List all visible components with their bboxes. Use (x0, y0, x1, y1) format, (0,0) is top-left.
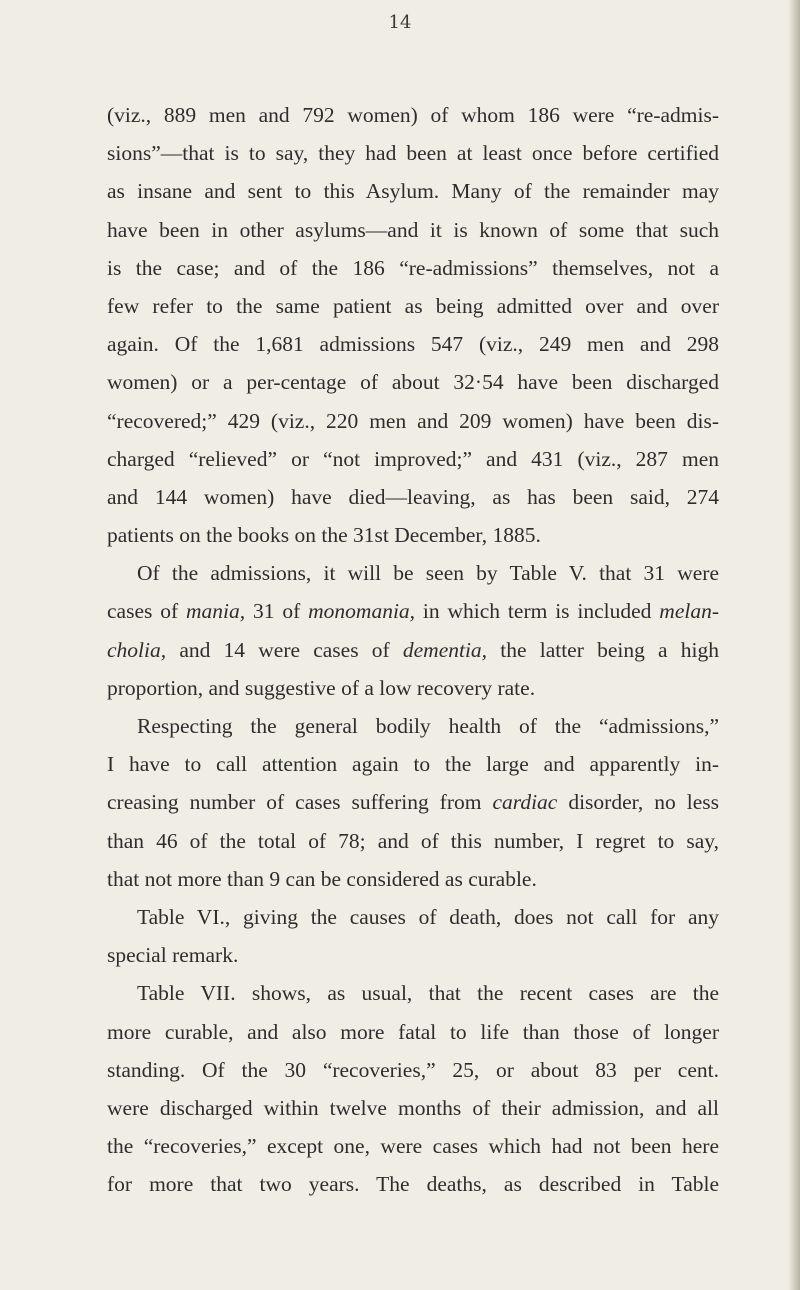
page-number: 14 (388, 12, 412, 33)
text-run: that not more than 9 can be considered as curable. (107, 866, 537, 891)
text-run: Table VI., giving the causes of death, does not call for any (137, 904, 719, 929)
text-run: in which term is included (415, 599, 660, 624)
text-run: Respecting the general bodily health of the “admissions,” (137, 714, 719, 738)
text-line (107, 249, 719, 287)
text-run: again. Of the 1,681 admissions 547 (viz., 249 men and 298 (107, 332, 719, 357)
text-line (107, 325, 719, 363)
italic-term: dementia, (402, 637, 488, 662)
text-line (107, 172, 719, 210)
text-run: for more that two years. The deaths, as described in Table (107, 1172, 719, 1197)
body-text (107, 96, 719, 1203)
text-line (107, 707, 719, 745)
text-run: disorder, no less (557, 790, 720, 815)
text-line (107, 1127, 719, 1165)
text-run: have been in other asylums—and it is known of some that such (107, 217, 719, 242)
text-line (107, 822, 719, 860)
text-run: cases of (107, 599, 187, 624)
text-line (107, 134, 719, 172)
text-line (107, 211, 719, 249)
italic-term: mania, (186, 599, 246, 624)
text-run: charged “relieved” or “not improved;” and 431 (viz., 287 men (107, 446, 719, 471)
text-line (107, 402, 719, 440)
text-line (107, 631, 719, 669)
text-run: the latter being a high (487, 637, 719, 662)
text-line (107, 936, 719, 974)
text-run: were discharged within twelve months of their admission, and all (107, 1095, 719, 1120)
text-run: and 14 were cases of (166, 637, 403, 662)
text-run: the “recoveries,” except one, were cases which had not been here (107, 1134, 719, 1159)
text-run: as insane and sent to this Asylum. Many of the remainder may (107, 179, 719, 204)
text-run: and 144 women) have died—leaving, as has been said, 274 (107, 484, 719, 509)
text-line (107, 287, 719, 325)
text-run: standing. Of the 30 “recoveries,” 25, or about 83 per cent. (107, 1057, 719, 1082)
text-line (107, 96, 719, 134)
text-run: “recovered;” 429 (viz., 220 men and 209 women) have been dis- (107, 408, 719, 433)
text-line (107, 478, 719, 516)
text-run: special remark. (107, 943, 239, 968)
text-run: sions”—that is to say, they had been at least once before certified (107, 141, 719, 166)
text-run: proportion, and suggestive of a low recovery rate. (107, 675, 536, 700)
text-line (107, 1089, 719, 1127)
text-line (107, 1013, 719, 1051)
text-line (107, 554, 719, 592)
text-run: more curable, and also more fatal to life than those of longer (107, 1019, 719, 1044)
text-run: few refer to the same patient as being admitted over and over (107, 293, 719, 318)
text-line (107, 516, 719, 554)
text-run: (viz., 889 men and 792 women) of whom 186 were “re-admis- (107, 103, 719, 127)
text-line (107, 974, 719, 1012)
text-run: 31 of (245, 599, 309, 624)
text-run: I have to call attention again to the large and apparently in- (107, 752, 719, 777)
text-line (107, 898, 719, 936)
text-line (107, 860, 719, 898)
text-run: than 46 of the total of 78; and of this number, I regret to say, (107, 828, 719, 853)
text-line (107, 783, 719, 821)
text-run: Table VII. shows, as usual, that the recent cases are the (137, 981, 719, 1006)
text-line (107, 592, 719, 630)
italic-term: melan- (659, 599, 719, 624)
text-run: patients on the books on the 31st December, 1885. (107, 523, 541, 548)
text-line (107, 745, 719, 783)
page-edge-shadow (788, 0, 800, 1290)
italic-term: cardiac (492, 790, 558, 815)
text-run: is the case; and of the 186 “re-admissions” themselves, not a (107, 255, 719, 280)
text-line (107, 363, 719, 401)
text-run: Of the admissions, it will be seen by Table V. that 31 were (137, 561, 719, 586)
text-run: women) or a per-centage of about 32·54 have been discharged (107, 370, 719, 395)
text-line (107, 1051, 719, 1089)
text-line (107, 669, 719, 707)
italic-term: cholia, (107, 637, 167, 662)
text-line (107, 1165, 719, 1203)
text-run: creasing number of cases suffering from (107, 790, 493, 815)
italic-term: monomania, (308, 599, 416, 624)
text-line (107, 440, 719, 478)
